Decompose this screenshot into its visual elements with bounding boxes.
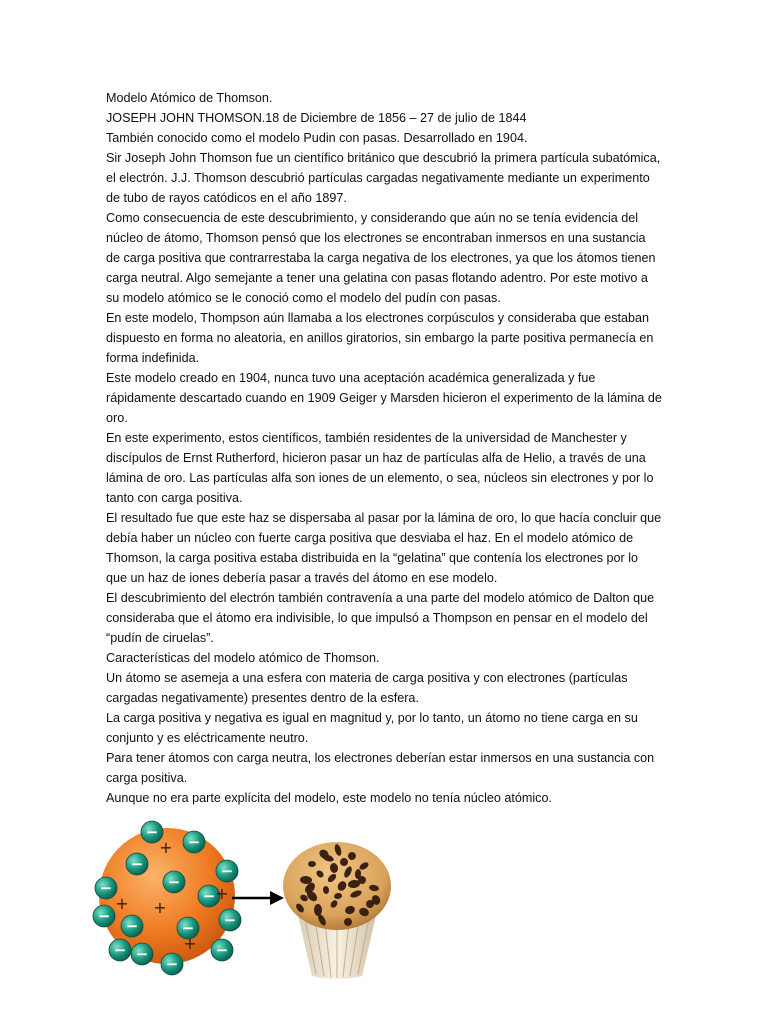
doc-paragraph: La carga positiva y negativa es igual en magnitud y, por lo tanto, un átomo no tiene carga en su conjunto y es eléctricamente neutro. <box>106 711 638 745</box>
doc-paragraph: Este modelo creado en 1904, nunca tuvo una aceptación académica generalizada y fue rápidamente descartado cuando en 1909 Geiger y Marsden hicieron el experimento de la lámina de oro. <box>106 371 662 425</box>
arrow-head <box>270 891 284 905</box>
doc-paragraph: Como consecuencia de este descubrimiento, y considerando que aún no se tenía evidencia del núcleo de átomo, Thomson pensó que los electrones se encontraban inmersos en una sustancia de carga positiva que contrarrestaba la carga negativa de los electrones, ya que los átomos tienen carga neutral. Algo semejante a tener una gelatina con pasas flotando adentro. Por este motivo a su modelo atómico se le conoció como el modelo del pudín con pasas. <box>106 211 656 305</box>
electron-icon <box>131 943 153 965</box>
figure-svg <box>92 816 402 986</box>
electron-icon <box>163 871 185 893</box>
plus-sign: + <box>215 884 229 903</box>
electron-icon <box>109 939 131 961</box>
plus-sign: + <box>153 898 167 917</box>
electron-icon <box>93 905 115 927</box>
minus-sign: − <box>97 907 111 925</box>
electron-icon <box>161 953 183 975</box>
muffin-image <box>283 842 391 979</box>
thomson-model-figure <box>92 816 402 986</box>
doc-subtitle-dates: JOSEPH JOHN THOMSON.18 de Diciembre de 1856 – 27 de julio de 1844 <box>106 111 527 125</box>
doc-paragraph: Para tener átomos con carga neutra, los electrones deberían estar inmersos en una sustancia con carga positiva. <box>106 751 655 785</box>
minus-sign: − <box>223 911 237 929</box>
doc-paragraph: Un átomo se asemeja a una esfera con materia de carga positiva y con electrones (partículas cargadas negativamente) presentes dentro de la esfera. <box>106 671 628 705</box>
electron-icon <box>95 877 117 899</box>
doc-title: Modelo Atómico de Thomson. <box>106 91 273 105</box>
doc-paragraph: En este modelo, Thompson aún llamaba a los electrones corpúsculos y consideraba que estaban dispuesto en forma no aleatoria, en anillos giratorios, sin embargo la parte positiva permanecía en forma indefinida. <box>106 311 654 365</box>
minus-sign: − <box>145 823 159 841</box>
plus-sign: + <box>159 838 173 857</box>
doc-paragraph: El descubrimiento del electrón también contravenía a una parte del modelo atómico de Dalton que consideraba que el átomo era indivisible, lo que impulsó a Thompson en pensar en el modelo del “pudín de ciruelas”. <box>106 591 655 645</box>
doc-section-heading: Características del modelo atómico de Thomson. <box>106 651 380 665</box>
minus-sign: − <box>135 945 149 963</box>
minus-sign: − <box>130 855 144 873</box>
minus-sign: − <box>181 919 195 937</box>
doc-paragraph: Sir Joseph John Thomson fue un científico británico que descubrió la primera partícula subatómica, el electrón. J.J. Thomson descubrió partículas cargadas negativamente mediante un experimento de tubo de rayos catódicos en el año 1897. <box>106 151 661 205</box>
electron-icon <box>216 860 238 882</box>
electron-icon <box>126 853 148 875</box>
electron-icon <box>183 831 205 853</box>
plus-sign: + <box>183 934 197 953</box>
electron-icon <box>121 915 143 937</box>
electron-icon <box>219 909 241 931</box>
minus-sign: − <box>187 833 201 851</box>
minus-sign: − <box>165 955 179 973</box>
doc-paragraph: En este experimento, estos científicos, también residentes de la universidad de Manchester y discípulos de Ernst Rutherford, hicieron pasar un haz de partículas alfa de Helio, a través de una lámina de oro. Las partículas alfa son iones de un elemento, o sea, núcleos sin electrones y por lo tanto con carga positiva. <box>106 431 654 505</box>
minus-sign: − <box>167 873 181 891</box>
doc-paragraph: También conocido como el modelo Pudin con pasas. Desarrollado en 1904. <box>106 131 528 145</box>
document-text <box>106 88 662 808</box>
arrow-icon <box>232 891 284 905</box>
minus-sign: − <box>99 879 113 897</box>
minus-sign: − <box>215 941 229 959</box>
minus-sign: − <box>125 917 139 935</box>
plus-sign: + <box>115 894 129 913</box>
doc-paragraph: Aunque no era parte explícita del modelo, este modelo no tenía núcleo atómico. <box>106 791 552 805</box>
chocolate-chip <box>308 861 316 867</box>
minus-sign: − <box>220 862 234 880</box>
minus-sign: − <box>113 941 127 959</box>
doc-paragraph: El resultado fue que este haz se dispersaba al pasar por la lámina de oro, lo que hacía concluir que debía haber un núcleo con fuerte carga positiva que desviaba el haz. En el modelo atómico de Thomson, la carga positiva estaba distribuida en la “gelatina” que contenía los electrones por lo que un haz de iones debería pasar a través del átomo en ese modelo. <box>106 511 662 585</box>
minus-sign: − <box>202 887 216 905</box>
electron-icon <box>211 939 233 961</box>
